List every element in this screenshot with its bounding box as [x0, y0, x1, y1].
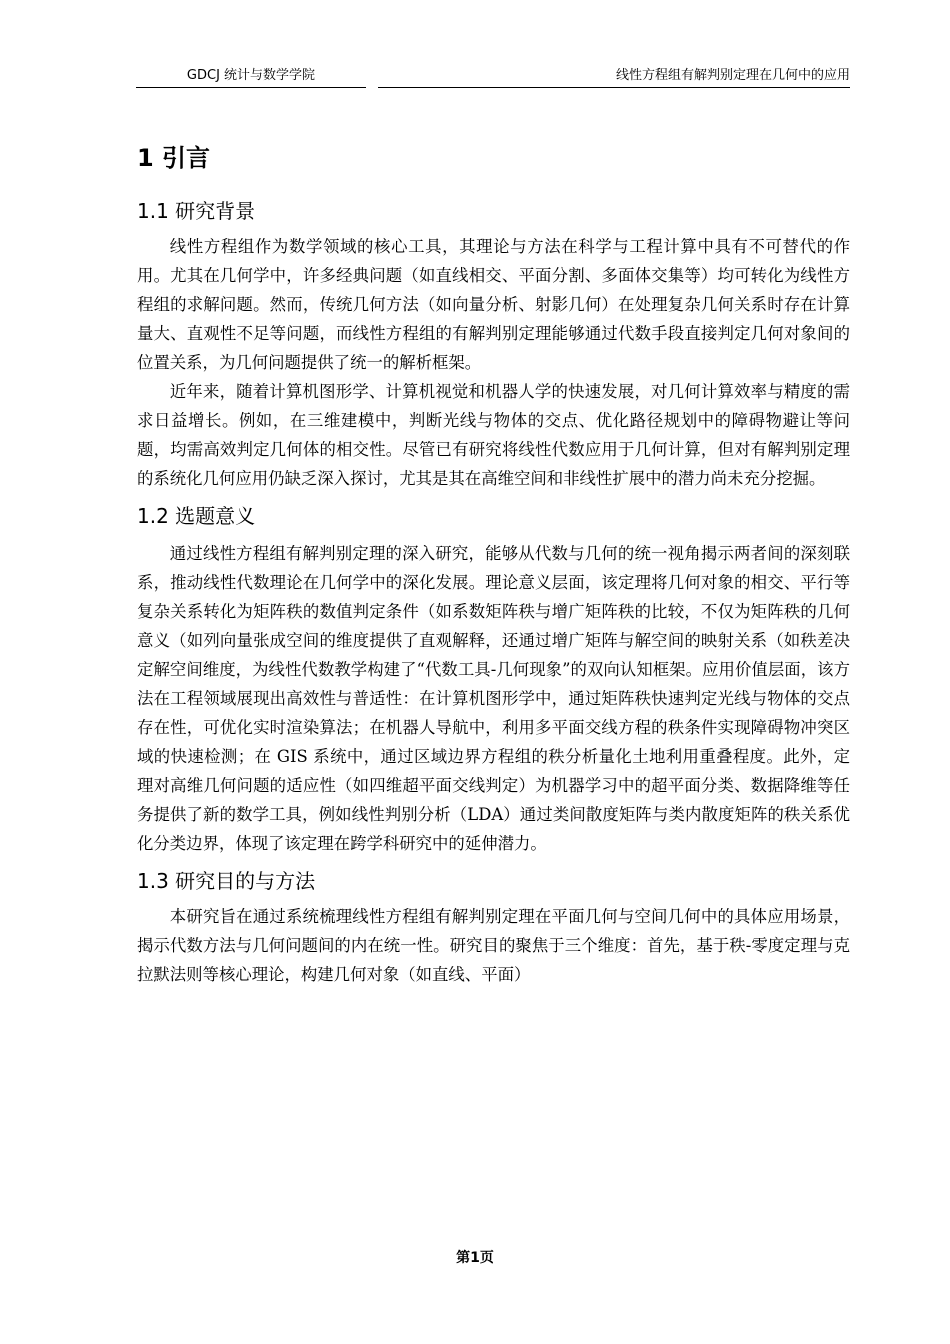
section-title-1-1: 1.1 研究背景	[137, 199, 256, 223]
section-title-1-2: 1.2 选题意义	[137, 504, 256, 528]
page-header	[136, 66, 850, 88]
section-1-1-paragraph-2: 近年来，随着计算机图形学、计算机视觉和机器人学的快速发展，对几何计算效率与精度的需求日益增长。例如，在三维建模中，判断光线与物体的交点、优化路径规划中的障碍物避让等问题，均需高效判定几何体的相交性。尽管已有研究将线性代数应用于几何计算，但对有解判别定理的系统化几何应用仍缺乏深入探讨，尤其是其在高维空间和非线性扩展中的潜力尚未充分挖掘。	[137, 382, 850, 488]
section-1-1-paragraph-1: 线性方程组作为数学领域的核心工具，其理论与方法在科学与工程计算中具有不可替代的作用。尤其在几何学中，许多经典问题（如直线相交、平面分割、多面体交集等）均可转化为线性方程组的求解问题。然而，传统几何方法（如向量分析、射影几何）在处理复杂几何关系时存在计算量大、直观性不足等问题，而线性方程组的有解判别定理能够通过代数手段直接判定几何对象间的位置关系，为几何问题提供了统一的解析框架。	[137, 237, 850, 372]
section-1-2-paragraph-1: 通过线性方程组有解判别定理的深入研究，能够从代数与几何的统一视角揭示两者间的深刻联系，推动线性代数理论在几何学中的深化发展。理论意义层面，该定理将几何对象的相交、平行等复杂关系转化为矩阵秩的数值判定条件（如系数矩阵秩与增广矩阵秩的比较，不仅为矩阵秩的几何意义（如列向量张成空间的维度提供了直观解释，还通过增广矩阵与解空间的映射关系（如秩差决定解空间维度，为线性代数教学构建了“代数工具-几何现象”的双向认知框架。应用价值层面，该方法在工程领域展现出高效性与普适性：在计算机图形学中，通过矩阵秩快速判定光线与物体的交点存在性，可优化实时渲染算法；在机器人导航中，利用多平面交线方程的秩条件实现障碍物冲突区域的快速检测；在 GIS 系统中，通过区域边界方程组的秩分析量化土地利用重叠程度。此外，定理对高维几何问题的适应性（如四维超平面交线判定）为机器学习中的超平面分类、数据降维等任务提供了新的数学工具，例如线性判别分析（LDA）通过类间散度矩阵与类内散度矩阵的秩关系优化分类边界，体现了该定理在跨学科研究中的延伸潜力。	[137, 544, 850, 853]
section-title-1-3: 1.3 研究目的与方法	[137, 869, 316, 893]
header-paper-title: 线性方程组有解判别定理在几何中的应用	[378, 66, 850, 88]
page-content	[137, 140, 850, 989]
header-institution: GDCJ 统计与数学学院	[136, 66, 366, 88]
section-1-3-paragraph-1: 本研究旨在通过系统梳理线性方程组有解判别定理在平面几何与空间几何中的具体应用场景，揭示代数方法与几何问题间的内在统一性。研究目的聚焦于三个维度：首先，基于秩-零度定理与克拉默法则等核心理论，构建几何对象（如直线、平面）	[137, 907, 850, 984]
chapter-title: 1 引言	[137, 144, 211, 172]
page-number: 第1页	[456, 1250, 494, 1266]
